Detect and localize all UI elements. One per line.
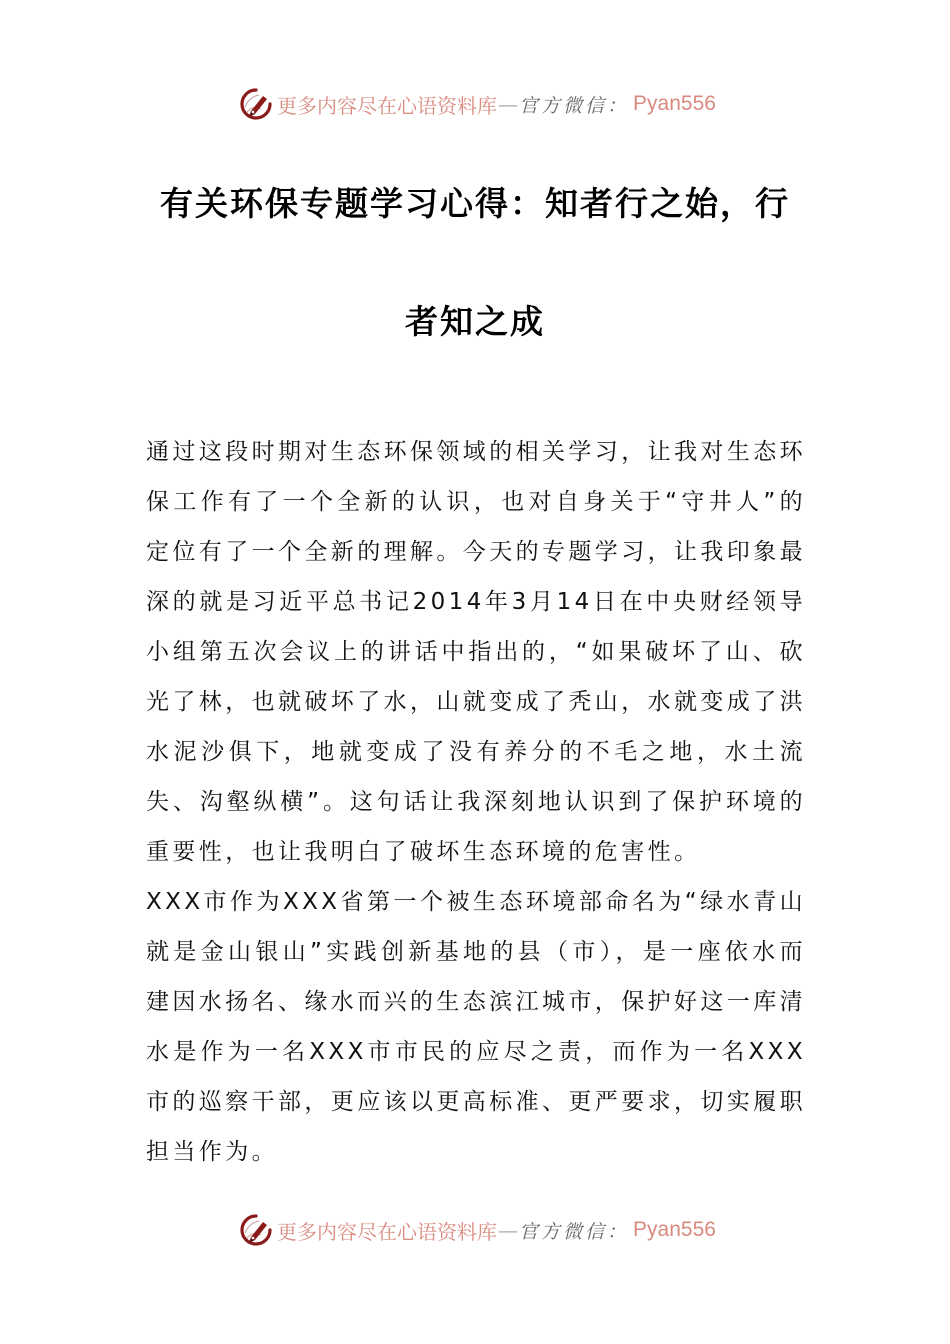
footer-banner (0, 1210, 950, 1250)
banner-wechat-id: Pyan556 (633, 92, 716, 115)
header-banner (0, 84, 950, 124)
body-paragraph-1: 通过这段时期对生态环保领域的相关学习，让我对生态环保工作有了一个全新的认识，也对自身关于“守井人”的定位有了一个全新的理解。今天的专题学习，让我印象最深的就是习近平总书记2014年3月14日在中央财经领导小组第五次会议上的讲话中指出的，“如果破坏了山、砍光了林，也就破坏了水，山就变成了秃山，水就变成了洪水泥沙俱下，地就变成了没有养分的不毛之地，水土流失、沟壑纵横”。这句话让我深刻地认识到了保护环境的重要性，也让我明白了破坏生态环境的危害性。 (146, 439, 806, 865)
banner-dash: — (498, 92, 519, 116)
banner-main-text: 更多内容尽在心语资料库 (277, 93, 498, 118)
pen-nib-circle-icon (239, 1213, 273, 1247)
pen-nib-circle-icon (239, 87, 273, 121)
document-body (146, 427, 806, 1177)
body-paragraph-2: XXX市作为XXX省第一个被生态环境部命名为“绿水青山就是金山银山”实践创新基地的县（市），是一座依水而建因水扬名、缘水而兴的生态滨江城市，保护好这一库清水是作为一名XXX市市民的应尽之责，而作为一名XXX市的巡察干部，更应该以更高标准、更严要求，切实履职担当作为。 (146, 889, 806, 1165)
header-banner-content (239, 87, 716, 121)
banner-wechat-label: 官方微信： (519, 1220, 630, 1243)
banner-main-text: 更多内容尽在心语资料库 (277, 1219, 498, 1244)
document-title-line-2: 者知之成 (405, 302, 545, 341)
footer-banner-content (239, 1213, 716, 1247)
banner-dash: — (498, 1218, 519, 1242)
document-title-line-1: 有关环保专题学习心得：知者行之始，行 (160, 184, 790, 223)
banner-wechat-id: Pyan556 (633, 1218, 716, 1241)
banner-wechat-label: 官方微信： (519, 94, 630, 117)
